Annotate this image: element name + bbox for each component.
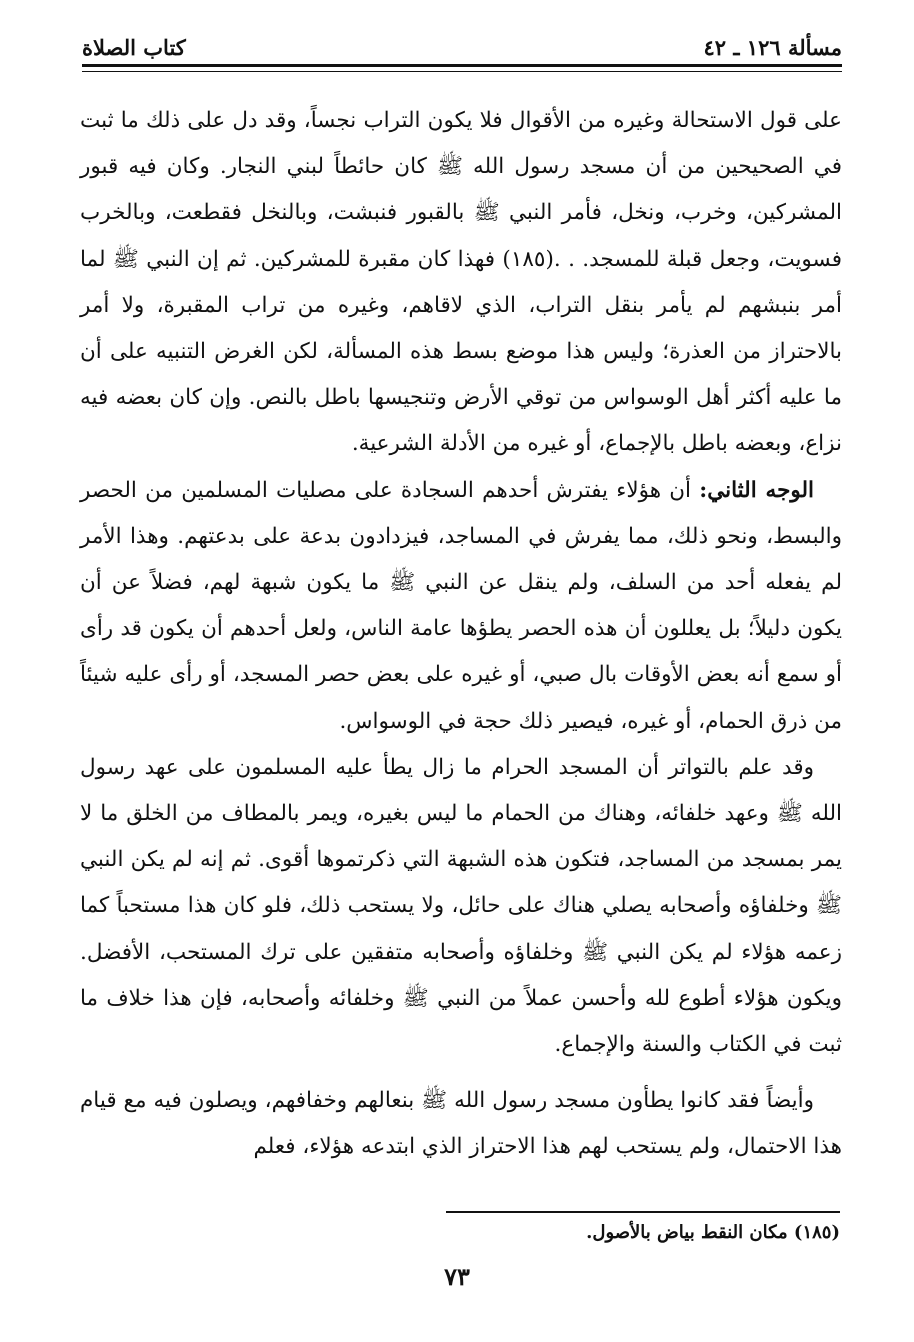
header-rule-thin <box>82 71 842 72</box>
page-number: ٧٣ <box>444 1262 470 1291</box>
paragraph-2-text: أن هؤلاء يفترش أحدهم السجادة على مصليات المسلمين من الحصر والبسط، ونحو ذلك، مما يفرش في المساجد، فيزدادون بدعة على بدعتهم. وهذا الأمر لم يفعله أحد من السلف، ولم ينقل عن النبي ﷺ ما يكون شبهة لهم، فضلاً عن أن يكون دليلاً؛ بل يعللون أن هذه الحصر يطؤها عامة الناس، ولعل أحدهم أن يكون قد رأى أو سمع أنه بعض الأوقات بال صبي، أو غيره على بعض حصر المسجد، أو رأى عليه شيئاً من ذرق الحمام، أو غيره، فيصير ذلك حجة في الوسواس. <box>80 477 842 734</box>
paragraph-4 <box>80 1078 842 1170</box>
header-rule-thick <box>82 64 842 67</box>
paragraph-4-text: وأيضاً فقد كانوا يطأون مسجد رسول الله ﷺ بنعالهم وخفافهم، ويصلون فيه مع قيام هذا الاحتمال، ولم يستحب لهم هذا الاحتراز الذي ابتدعه هؤلاء، فعلم <box>80 1088 842 1160</box>
paragraph-1-text: على قول الاستحالة وغيره من الأقوال فلا يكون التراب نجساً، وقد دل على ذلك ما ثبت في الصحيحين من أن مسجد رسول الله ﷺ كان حائطاً لبني النجار. وكان فيه قبور المشركين، وخرب، ونخل، فأمر النبي ﷺ بالقبور فنبشت، وبالنخل فقطعت، وبالخرب فسويت، وجعل قبلة للمسجد. . .(١٨٥) فهذا كان مقبرة للمشركين. ثم إن النبي ﷺ لما أمر بنبشهم لم يأمر بنقل التراب، الذي لاقاهم، وغيره من تراب المقبرة، ولا أمر بالاحتراز من العذرة؛ وليس هذا موضع بسط هذه المسألة، لكن الغرض التنبيه على أن ما عليه أكثر أهل الوسواس من توقي الأرض وتنجيسها باطل بالنص. وإن كان بعضه فيه نزاع، وبعضه باطل بالإجماع، أو غيره من الأدلة الشرعية. <box>80 108 842 457</box>
paragraph-3 <box>80 745 842 1068</box>
paragraph-1 <box>80 98 842 468</box>
paragraph-2 <box>80 468 842 745</box>
footnote: (١٨٥) مكان النقط بياض بالأصول. <box>586 1222 840 1243</box>
main-text <box>80 98 842 1171</box>
footnote-rule <box>446 1211 840 1213</box>
header-book-title: كتاب الصلاة <box>82 34 186 60</box>
header-issue-number: مسألة ١٢٦ ـ ٤٢ <box>703 34 842 60</box>
running-header <box>82 30 842 64</box>
paragraph-3-text: وقد علم بالتواتر أن المسجد الحرام ما زال يطأ عليه المسلمون على عهد رسول الله ﷺ وعهد خلفائه، وهناك من الحمام ما ليس بغيره، ويمر بالمطاف من الخلق ما لا يمر بمسجد من المساجد، فتكون هذه الشبهة التي ذكرتموها أقوى. ثم إنه لم يكن النبي ﷺ وخلفاؤه وأصحابه يصلي هناك على حائل، ولا يستحب ذلك، فلو كان هذا مستحباً كما زعمه هؤلاء لم يكن النبي ﷺ وخلفاؤه وأصحابه متفقين على ترك المستحب، الأفضل. ويكون هؤلاء أطوع لله وأحسن عملاً من النبي ﷺ وخلفائه وأصحابه، فإن هذا خلاف ما ثبت في الكتاب والسنة والإجماع. <box>80 754 842 1058</box>
paragraph-2-lead: الوجه الثاني: <box>699 477 814 503</box>
